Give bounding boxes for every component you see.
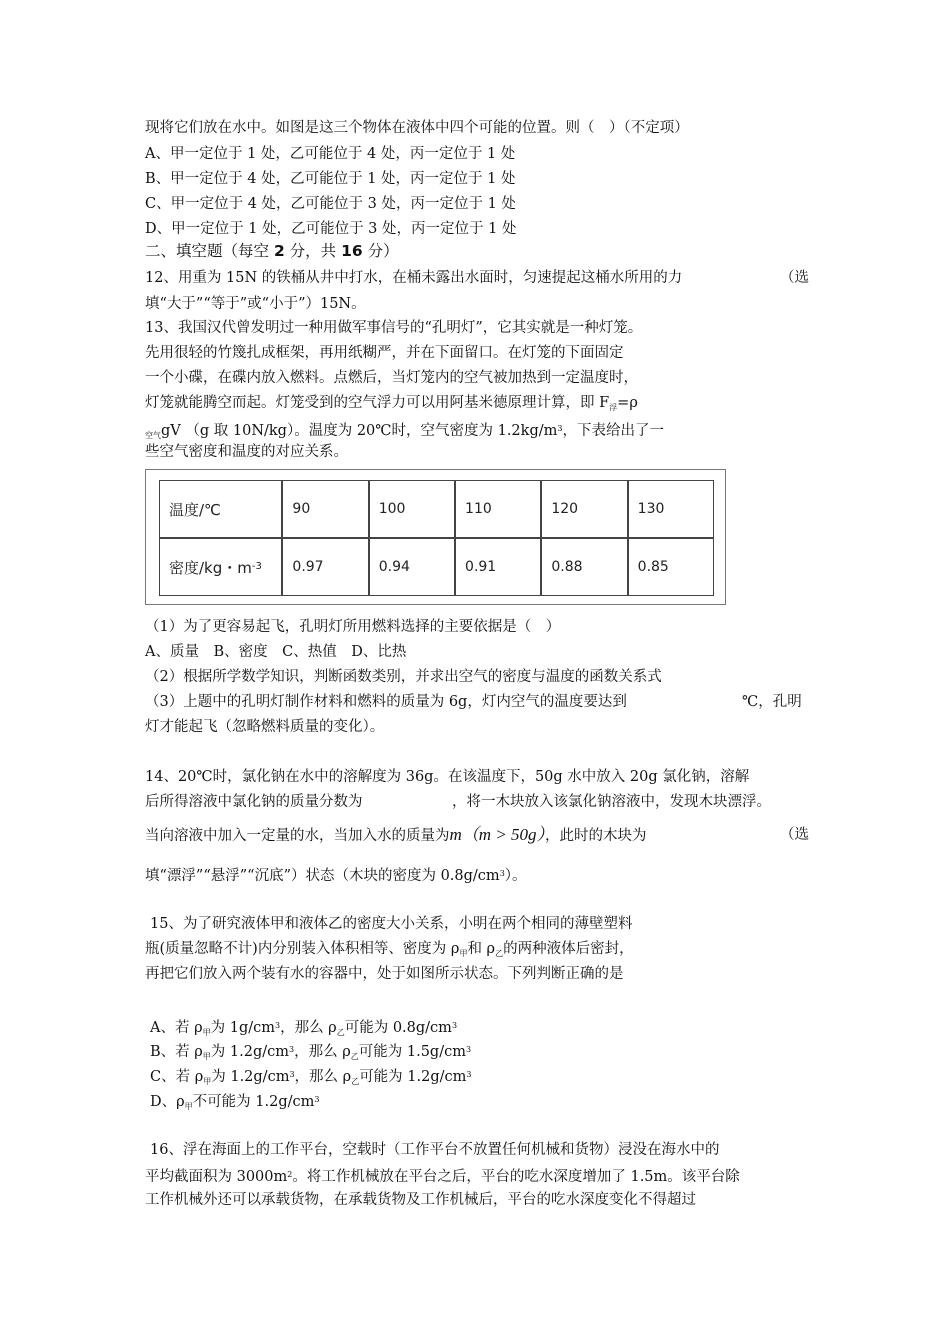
table-cell-temp: 90 [282, 480, 368, 538]
table-cell-temp: 120 [541, 480, 627, 538]
density-temperature-table [145, 469, 726, 605]
q15-option-d: D、$\rho_甲$不可能为 $1.2g/cm^3$ [150, 1094, 320, 1111]
q15-option-c: C、若 $\rho_甲$为 $1.2g/cm^3$，那么 $\rho_乙$可能为 $1.2g/cm^3$ [150, 1069, 472, 1086]
q14-line-2-cont: ，将一木块放入该氯化钠溶液中，发现木块漂浮。 [452, 794, 771, 810]
q12-line-1: 12、用重为 15N 的铁桶从井中打水，在桶未露出水面时，匀速提起这桶水所用的力 [145, 270, 683, 286]
q13-sub-3-cont: 灯才能起飞（忽略燃料质量的变化）。 [145, 719, 385, 735]
q14-line-3-end: （选 [780, 827, 809, 843]
table-row-density [159, 538, 714, 596]
table-row-temperature [159, 480, 714, 538]
q15-line-1: 15、为了研究液体甲和液体乙的密度大小关系，小明在两个相同的薄壁塑料 [150, 916, 633, 932]
q11-stem: 现将它们放在水中。如图是这三个物体在液体中四个可能的位置。则（ ）（不定项） [145, 120, 689, 136]
q14-line-2: 后所得溶液中氯化钠的质量分数为 [145, 794, 363, 810]
q15-line-2: 瓶(质量忽略不计)内分别装入体积相等、密度为 $\rho_甲$和 $\rho_乙$的两种液体后密封， [145, 941, 634, 958]
q13-sub-1: （1）为了更容易起飞，孔明灯所用燃料选择的主要依据是（ ） [145, 619, 561, 635]
table-cell-temp: 130 [628, 480, 714, 538]
q12-line-1-end: （选 [780, 270, 809, 286]
q14-line-1: 14、20℃时，氯化钠在水中的溶解度为 36g。在该温度下，50g 水中放入 20g 氯化钠，溶解 [145, 769, 750, 785]
table-header-density: 密度/kg・$m^{-3}$ [159, 538, 282, 596]
q15-option-a: A、若 $\rho_甲$为 $1g/cm^3$，那么 $\rho_乙$可能为 $0.8g/cm^3$ [150, 1020, 458, 1037]
table-cell-density: 0.91 [455, 538, 541, 596]
table-cell-temp: 100 [369, 480, 455, 538]
q13-line-6: 些空气密度和温度的对应关系。 [145, 444, 348, 460]
table-cell-density: 0.88 [541, 538, 627, 596]
q14-line-4: 填“漂浮”“悬浮”“沉底”）状态（木块的密度为 $0.8g/cm^3$）。 [145, 868, 527, 884]
table-cell-density: 0.97 [282, 538, 368, 596]
q13-line-4: 灯笼就能腾空而起。灯笼受到的空气浮力可以用阿基米德原理计算，即 $F_浮=\rho$ [145, 395, 638, 412]
q13-line-1: 13、我国汉代曾发明过一种用做军事信号的“孔明灯”，它其实就是一种灯笼。 [145, 320, 643, 336]
q11-option-a: A、甲一定位于 1 处，乙可能位于 4 处，丙一定位于 1 处 [145, 146, 516, 162]
table-header-temperature: 温度/℃ [159, 480, 282, 538]
q13-line-3: 一个小碟，在碟内放入燃料。点燃后，当灯笼内的空气被加热到一定温度时， [145, 370, 638, 386]
q16-line-1: 16、浮在海面上的工作平台，空载时（工作平台不放置任何机械和货物）浸没在海水中的 [150, 1142, 720, 1158]
section-2-heading: 二、填空题（每空 2 分，共 16 分） [145, 242, 399, 260]
q13-sub-3: （3）上题中的孔明灯制作材料和燃料的质量为 6g，灯内空气的温度要达到 [145, 694, 627, 710]
q11-option-b: B、甲一定位于 4 处，乙可能位于 1 处，丙一定位于 1 处 [145, 171, 516, 187]
q14-line-3: 当向溶液中加入一定量的水，当加入水的质量为m（m > 50g），此时的木块为 [145, 825, 647, 844]
q12-line-2: 填“大于”“等于”或“小于”）15N。 [145, 296, 366, 312]
q15-option-b: B、若 $\rho_甲$为 $1.2g/cm^3$，那么 $\rho_乙$可能为 $1.5g/cm^3$ [150, 1044, 472, 1061]
q11-option-d: D、甲一定位于 1 处，乙可能位于 3 处，丙一定位于 1 处 [145, 221, 517, 237]
q13-sub-3-unit: ℃，孔明 [742, 694, 802, 710]
q13-line-2: 先用很轻的竹篾扎成框架，再用纸糊严，并在下面留口。在灯笼的下面固定 [145, 345, 624, 361]
table-cell-temp: 110 [455, 480, 541, 538]
q16-line-2: 平均截面积为 $3000m^2$。将工作机械放在平台之后，平台的吃水深度增加了 1.5m。该平台除 [145, 1169, 740, 1185]
q16-line-3: 工作机械外还可以承载货物，在承载货物及工作机械后，平台的吃水深度变化不得超过 [145, 1192, 696, 1208]
q11-option-c: C、甲一定位于 4 处，乙可能位于 3 处，丙一定位于 1 处 [145, 196, 516, 212]
q13-sub-2: （2）根据所学数学知识，判断函数类别，并求出空气的密度与温度的函数关系式 [145, 669, 662, 685]
table-cell-density: 0.85 [628, 538, 714, 596]
table-cell-density: 0.94 [369, 538, 455, 596]
q13-line-5: $_{空气}$gV （g 取 10N/kg）。温度为 20℃时，空气密度为 $1.2kg/m^3$，下表给出了一 [145, 423, 664, 440]
q14-math-condition: m（m > 50g） [449, 825, 546, 844]
q15-line-3: 再把它们放入两个装有水的容器中，处于如图所示状态。下列判断正确的是 [145, 966, 624, 982]
q13-sub-1-options: A、质量 B、密度 C、热值 D、比热 [145, 644, 407, 660]
